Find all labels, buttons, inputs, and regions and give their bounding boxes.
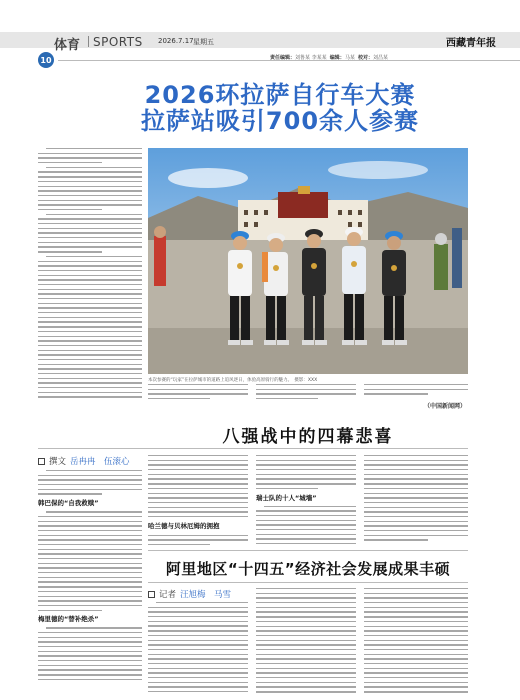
cyclists-photo-illustration xyxy=(148,148,468,374)
issue-weekday: 星期五 xyxy=(193,38,214,46)
byline-mark-icon xyxy=(148,591,155,598)
credit-value: 刘昌某 xyxy=(373,55,389,61)
newspaper-masthead: 西藏青年报 xyxy=(446,38,496,49)
article1-body-col2 xyxy=(148,384,248,402)
article2-subhead: 瑞士队的十人“城墙” xyxy=(256,493,317,502)
article3-body-col3 xyxy=(364,588,468,698)
cyclists-group-photo xyxy=(148,148,468,374)
byline-names: 汪旭梅 马雪 xyxy=(180,590,232,600)
article1-source: （中国新闻网） xyxy=(424,403,467,410)
issue-date: 2026.7.17 xyxy=(158,37,194,45)
credit-label: 编辑： xyxy=(329,55,345,61)
article3-rule-top xyxy=(148,550,468,551)
article3-byline xyxy=(148,588,231,600)
byline-tag: 记者 xyxy=(159,590,177,600)
article2-byline xyxy=(38,455,130,467)
article3-body-col2 xyxy=(256,588,356,698)
byline-tag: 撰文 xyxy=(49,457,67,467)
article2-subhead: 哈兰德与贝林厄姆的拥抱 xyxy=(148,520,248,531)
article2-subhead: 梅里德的“替补绝杀” xyxy=(38,615,99,624)
article2-body-col2 xyxy=(148,455,248,547)
article2-subhead: 韩巴保的“自我救赎” xyxy=(38,499,99,508)
article3-rule-bottom xyxy=(148,582,468,583)
article3-title: 阿里地区“十四五”经济社会发展成果丰硕 xyxy=(165,560,451,578)
article2-body-col4 xyxy=(364,455,468,547)
article2-rule xyxy=(38,448,468,449)
article1-body-col4 xyxy=(364,384,468,398)
editor-credits xyxy=(270,54,388,61)
page-number-badge: 10 xyxy=(38,52,54,68)
byline-names: 岳冉冉 伍滚心 xyxy=(70,457,130,467)
article1-title-line1: 2026环拉萨自行车大赛 xyxy=(144,81,416,109)
section-title-cn: 体育 xyxy=(54,38,81,53)
article1-title-line2: 拉萨站吸引700余人参赛 xyxy=(140,107,420,135)
credit-value: 刘鲁某 李某某 xyxy=(295,55,327,61)
article3-body-col1 xyxy=(148,602,248,698)
article1-body-left xyxy=(38,148,142,400)
credit-value: 马某 xyxy=(344,55,355,61)
article2-title: 八强战中的四幕悲喜 xyxy=(222,427,394,447)
section-divider xyxy=(88,36,89,47)
photo-caption: 本次参赛的“玩家”在拉萨城市的道路上追风逐日，体验高原骑行的魅力。 摄影：XXX xyxy=(148,378,318,383)
article2-body-col3 xyxy=(256,455,356,547)
section-title-en: SPORTS xyxy=(93,35,143,49)
article2-body-col1 xyxy=(38,470,142,700)
article1-body-col3 xyxy=(256,384,356,402)
byline-mark-icon xyxy=(38,458,45,465)
credit-label: 责任编辑： xyxy=(270,55,296,61)
credit-label: 校对： xyxy=(358,55,374,61)
